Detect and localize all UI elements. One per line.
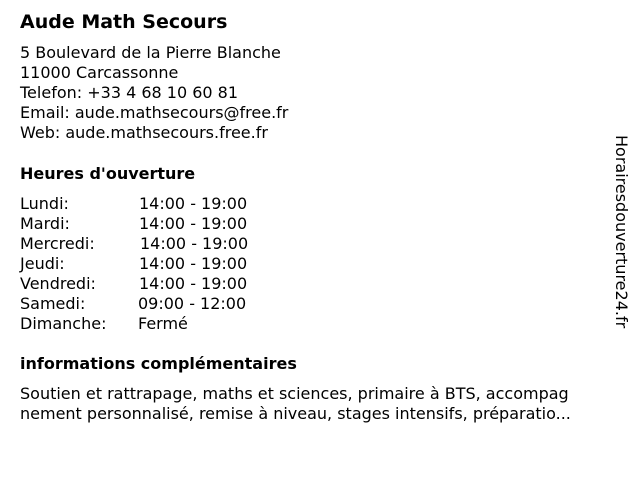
time-range: Fermé [138, 314, 188, 333]
address-city: 11000 Carcassonne [20, 63, 179, 82]
business-name: Aude Math Secours [20, 11, 228, 33]
additional-info-text [20, 384, 620, 424]
time-range: 14:00 - 19:00 [139, 214, 248, 233]
contact-block [20, 43, 288, 143]
info-line-1: Soutien et rattrapage, maths et sciences, primaire à BTS, accompag [20, 384, 569, 403]
day-label: Vendredi: [20, 274, 96, 293]
time-range: 09:00 - 12:00 [138, 294, 247, 313]
time-range: 14:00 - 19:00 [139, 274, 248, 293]
day-label: Dimanche: [20, 314, 107, 333]
address-street: 5 Boulevard de la Pierre Blanche [20, 43, 281, 62]
time-range: 14:00 - 19:00 [139, 254, 248, 273]
day-label: Lundi: [20, 194, 69, 213]
time-range: 14:00 - 19:00 [140, 234, 249, 253]
info-line-2: nement personnalisé, remise à niveau, stages intensifs, préparatio... [20, 404, 571, 423]
day-label: Jeudi: [20, 254, 65, 273]
day-label: Mercredi: [20, 234, 95, 253]
website-address[interactable]: Web: aude.mathsecours.free.fr [20, 123, 268, 142]
site-watermark: Horairesdouverture24.fr [612, 135, 631, 329]
additional-info-heading: informations complémentaires [20, 354, 297, 373]
phone-number[interactable]: Telefon: +33 4 68 10 60 81 [20, 83, 239, 102]
time-range: 14:00 - 19:00 [139, 194, 248, 213]
email-address[interactable]: Email: aude.mathsecours@free.fr [20, 103, 289, 122]
opening-hours-heading: Heures d'ouverture [20, 164, 196, 183]
day-label: Samedi: [20, 294, 86, 313]
day-label: Mardi: [20, 214, 70, 233]
